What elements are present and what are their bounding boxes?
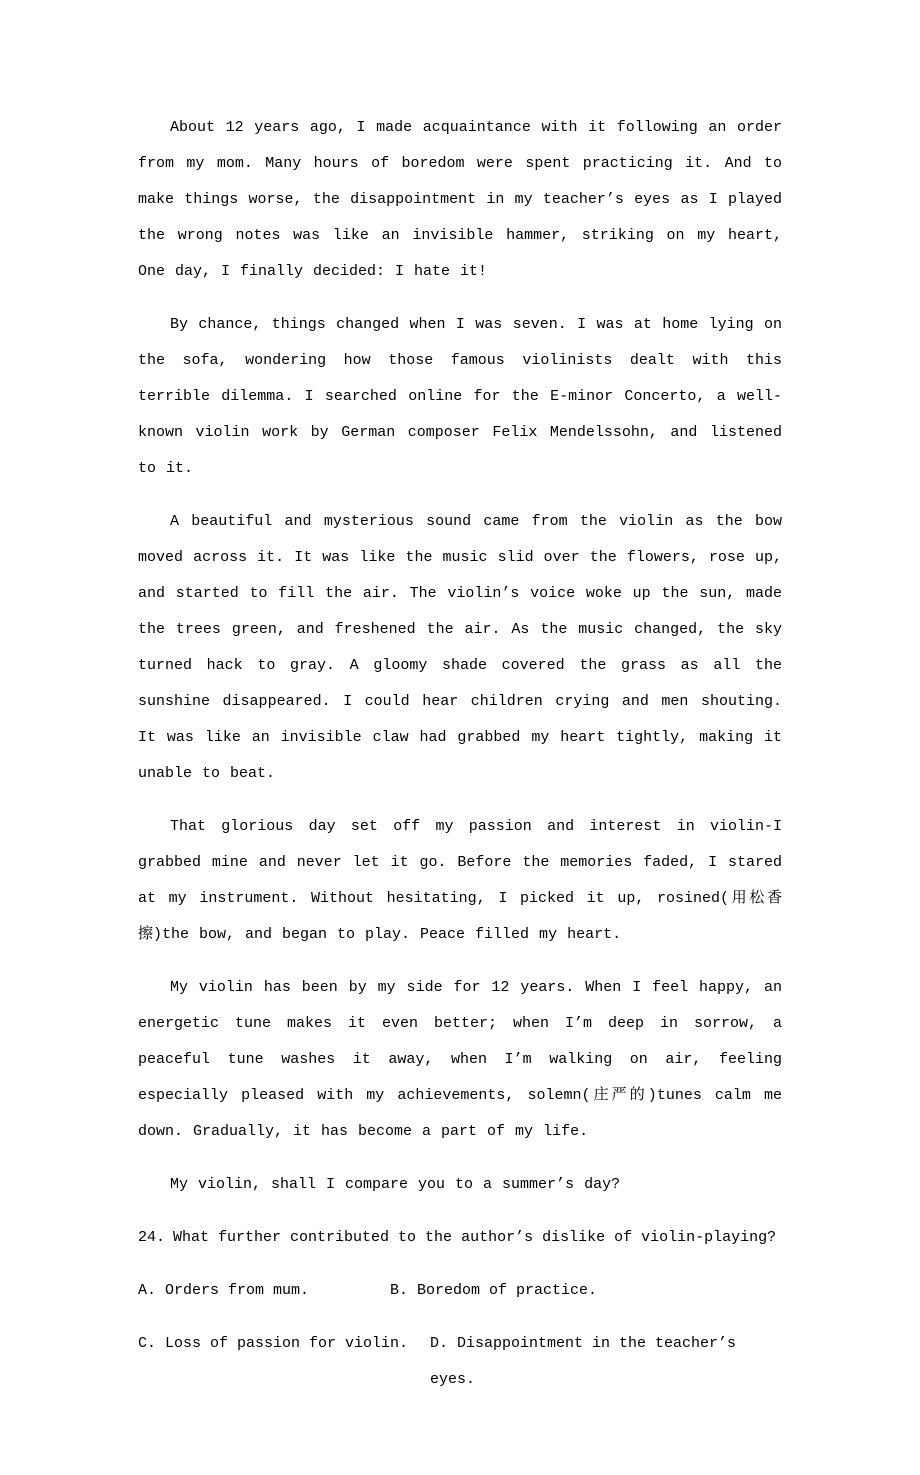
option-c: C. Loss of passion for violin. xyxy=(138,1335,409,1352)
option-a: A. Orders from mum. xyxy=(138,1282,310,1299)
passage-paragraph-2: By chance, things changed when I was seven. I was at home lying on the sofa, wondering how those famous violinists dealt with this terrible dilemma. I searched online for the E-minor Concerto, a well-known violin work by German composer Felix Mendelssohn, and listened to it. xyxy=(138,316,782,477)
passage-paragraph-6: My violin, shall I compare you to a summer’s day? xyxy=(170,1176,621,1193)
passage-paragraph-1: About 12 years ago, I made acquaintance with it following an order from my mom. Many hours of boredom were spent practicing it. And to make things worse, the disappointment in my teacher’s eyes as I played the wrong notes was like an invisible hammer, striking on my heart, One day, I finally decided: I hate it! xyxy=(138,119,782,280)
options-row-cd xyxy=(138,1326,782,1398)
question-24 xyxy=(138,1220,782,1256)
option-d: D. Disappointment in the teacher’s eyes. xyxy=(430,1335,737,1388)
passage-paragraph-4: That glorious day set off my passion and interest in violin-I grabbed mine and never let it go. Before the memories faded, I stared at my instrument. Without hesitating, I picked it up, rosined(用松香擦)the bow, and began to play. Peace filled my heart. xyxy=(138,818,782,943)
passage-paragraph-5: My violin has been by my side for 12 years. When I feel happy, an energetic tune makes it even better; when I’m deep in sorrow, a peaceful tune washes it away, when I’m walking on air, feeling especially pleased with my achievements, solemn(庄严的)tunes calm me down. Gradually, it has become a part of my life. xyxy=(138,979,782,1140)
option-b: B. Boredom of practice. xyxy=(390,1282,598,1299)
question-text: What further contributed to the author’s dislike of violin-playing? xyxy=(173,1229,777,1246)
passage-paragraph-3: A beautiful and mysterious sound came from the violin as the bow moved across it. It was like the music slid over the flowers, rose up, and started to fill the air. The violin’s voice woke up the sun, made the trees green, and freshened the air. As the music changed, the sky turned hack to gray. A gloomy shade covered the grass as all the sunshine disappeared. I could hear children crying and men shouting. It was like an invisible claw had grabbed my heart tightly, making it unable to beat. xyxy=(138,513,782,782)
question-number: 24. xyxy=(138,1229,166,1246)
options-row-ab xyxy=(138,1273,782,1309)
